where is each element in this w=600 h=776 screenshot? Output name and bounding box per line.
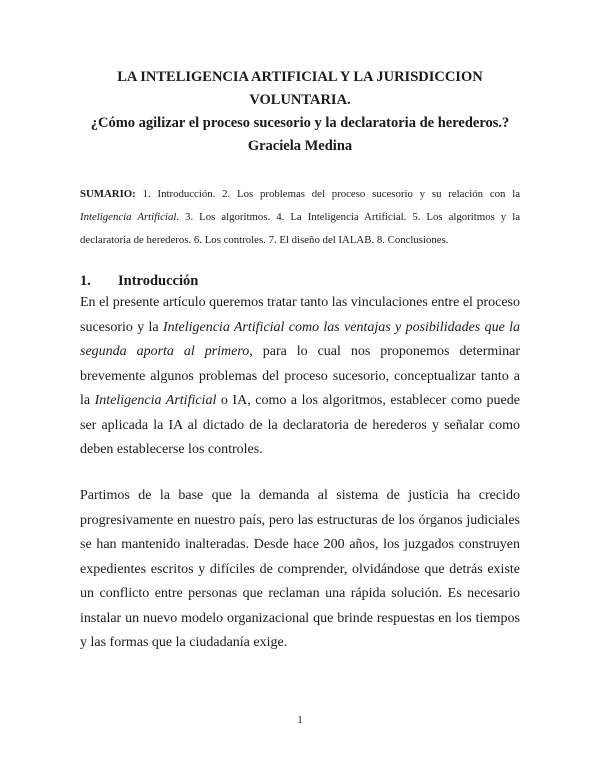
document-subtitle: ¿Cómo agilizar el proceso sucesorio y la declaratoria de herederos.? xyxy=(90,115,510,131)
paragraph-1-italic-d: Inteligencia Artificial xyxy=(94,393,217,408)
page-number: 1 xyxy=(297,714,303,726)
summary-text-2: . 3. Los algoritmos. 4. La Inteligencia Artificial. 5. Los algoritmos y la declaratoria de herederos. 6. Los controles. 7. El diseño del IALAB. 8. Conclusiones. xyxy=(80,211,520,246)
summary-text-1: 1. Introducción. 2. Los problemas del proceso sucesorio y su relación con la xyxy=(135,188,520,200)
summary-label: SUMARIO: xyxy=(80,188,136,200)
paragraph-1-text-a: En el presente artículo queremos tratar tanto las vinculaciones entre el proceso sucesorio y la xyxy=(80,295,520,335)
summary-block xyxy=(80,183,520,252)
paragraph-1 xyxy=(80,291,520,463)
paragraph-1-text-c: , para lo cual nos proponemos determinar brevemente algunos problemas del proceso sucesorio, conceptualizar tanto a la xyxy=(80,344,521,408)
document-title xyxy=(80,66,520,158)
paragraph-1-italic-b: Inteligencia Artificial como las ventajas y posibilidades que la segunda aporta al primero xyxy=(80,319,520,359)
title-line-1: LA INTELIGENCIA ARTIFICIAL Y LA JURISDICCION xyxy=(117,69,483,85)
section-heading xyxy=(80,271,198,291)
summary-text-italic: Inteligencia Artificial xyxy=(80,211,177,223)
section-title: Introducción xyxy=(118,273,199,289)
author-name: Graciela Medina xyxy=(247,138,353,154)
paragraph-2: Partimos de la base que la demanda al sistema de justicia ha crecido progresivamente en nuestro país, pero las estructuras de los órganos judiciales se han mantenido inalteradas. Desde hace 200 años, los juzgados construyen expedientes escritos y difíciles de comprender, olvidándose que detrás existe un conflicto entre personas que reclaman una rápida solución. Es necesario instalar un nuevo modelo organizacional que brinde respuestas en los tiempos y las formas que la ciudadanía exige. xyxy=(80,488,520,650)
title-line-2: VOLUNTARIA. xyxy=(249,92,351,108)
paragraph-1-text-e: o IA, como a los algoritmos, establecer como puede ser aplicada la IA al dictado de la declaratoria de herederos y señalar como deben establecerse los controles. xyxy=(80,393,520,457)
section-number: 1. xyxy=(80,273,91,289)
